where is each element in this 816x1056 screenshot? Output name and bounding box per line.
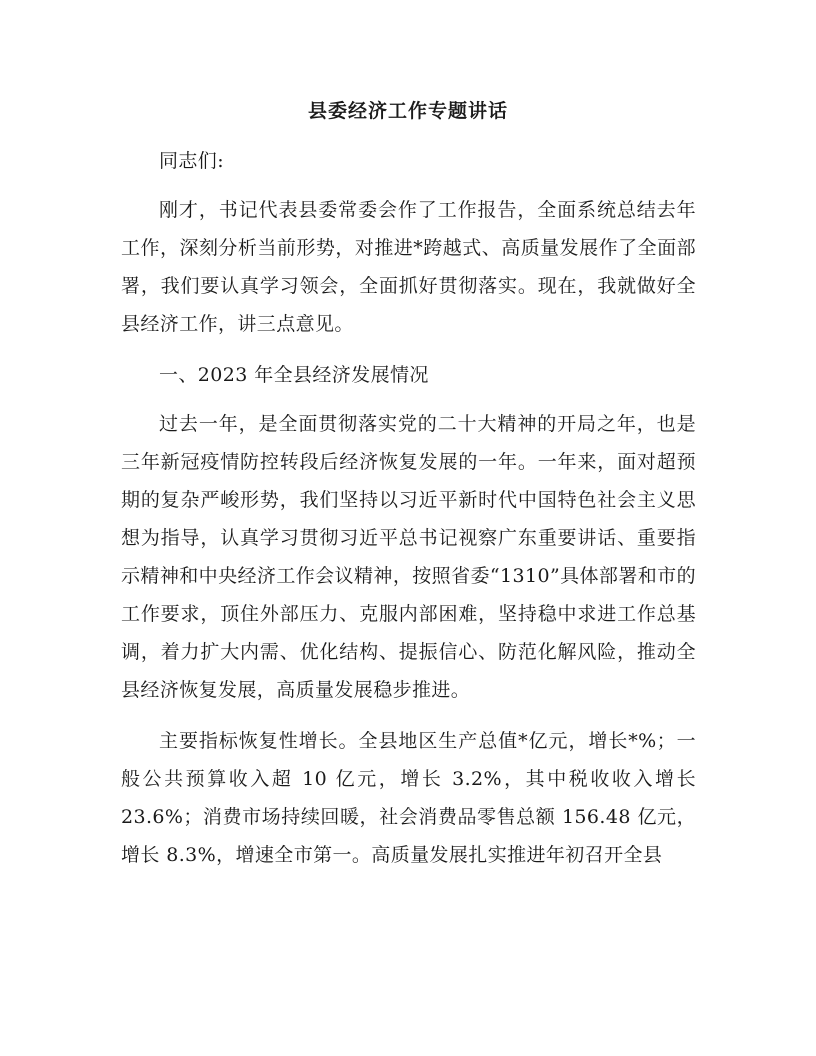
document-body [121, 142, 696, 887]
section-paragraph: 过去一年，是全面贯彻落实党的二十大精神的开局之年，也是三年新冠疫情防控转段后经济恢复发展的一年。一年来，面对超预期的复杂严峻形势，我们坚持以习近平新时代中国特色社会主义思想为指导，认真学习贯彻习近平总书记视察广东重要讲话、重要指示精神和中央经济工作会议精神，按照省委“1310”具体部署和市的工作要求，顶住外部压力、克服内部困难，坚持稳中求进工作总基调，着力扩大内需、优化结构、提振信心、防范化解风险，推动全县经济恢复发展，高质量发展稳步推进。 [121, 413, 696, 701]
document-title: 县委经济工作专题讲话 [307, 100, 508, 122]
section-heading: 一、2023 年全县经济发展情况 [159, 364, 429, 386]
salutation: 同志们: [159, 150, 225, 172]
section-paragraph: 主要指标恢复性增长。全县地区生产总值*亿元，增长*%；一般公共预算收入超 10 亿元，增长 3.2%，其中税收收入增长 23.6%；消费市场持续回暖，社会消费品零售总额 156.48 亿元，增长 8.3%，增速全市第一。高质量发展扎实推进年初召开全县 [121, 730, 696, 866]
intro-paragraph: 刚才，书记代表县委常委会作了工作报告，全面系统总结去年工作，深刻分析当前形势，对推进*跨越式、高质量发展作了全面部署，我们要认真学习领会，全面抓好贯彻落实。现在，我就做好全县经济工作，讲三点意见。 [121, 199, 696, 335]
